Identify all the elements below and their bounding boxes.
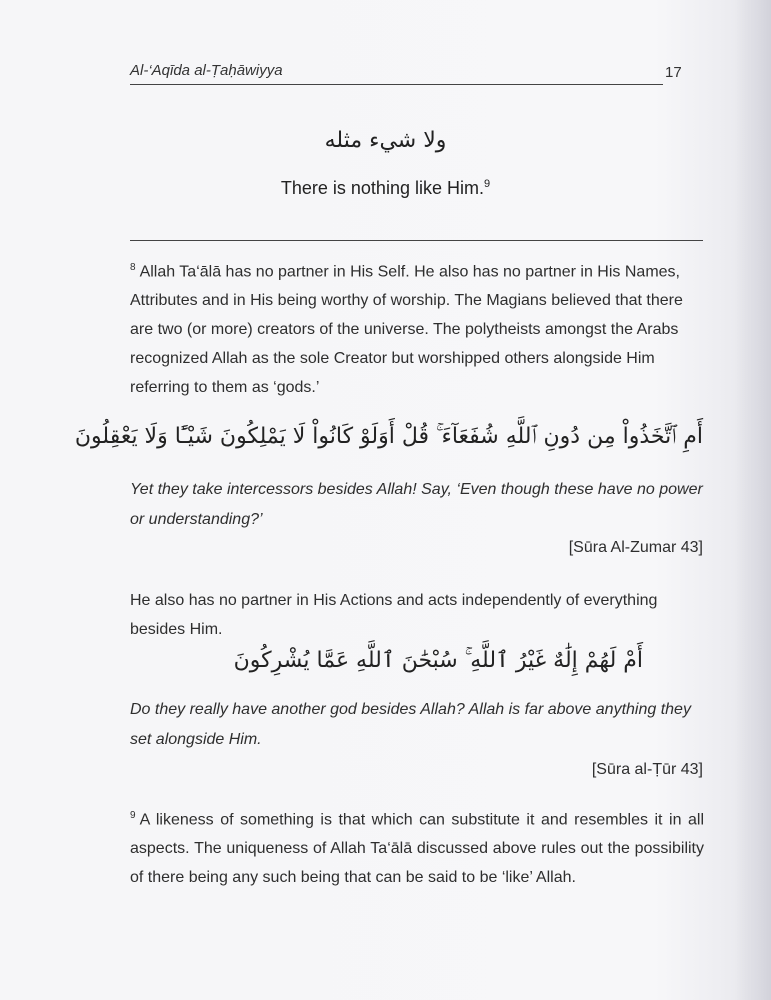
- page-number: 17: [665, 64, 682, 81]
- footnote-9-text: A likeness of something is that which can substitute it and resembles it in all aspects. The uniqueness of Allah Ta‘ālā discussed above rules out the possibility of there being any such being that can be said to be ‘like’ Allah.: [130, 811, 704, 887]
- arabic-creed-line: ولا شيء مثله: [324, 128, 447, 153]
- running-header-title: Al-‘Aqīda al-Ṭaḥāwiyya: [130, 62, 283, 79]
- quran-verse-zumar: أَمِ ٱتَّخَذُواْ مِن دُونِ ٱللَّهِ شُفَعَآءَ ۚ قُلْ أَوَلَوْ كَانُواْ لَا يَمْلِكُونَ شَيْـًٔا وَلَا يَعْقِلُونَ: [74, 424, 703, 449]
- footnote-reference-9: 9: [483, 178, 491, 190]
- footnote-8-marker: 8: [130, 262, 136, 273]
- quran-verse-tur: أَمْ لَهُمْ إِلَٰهٌ غَيْرُ ٱللَّهِ ۚ سُبْحَٰنَ ٱللَّهِ عَمَّا يُشْرِكُونَ: [233, 648, 643, 673]
- citation-tur: [Sūra al-Ṭūr 43]: [591, 761, 703, 778]
- verse-tur-translation: Do they really have another god besides Allah? Allah is far above anything they set alongside Him.: [130, 701, 691, 748]
- creed-translation-text: There is nothing like Him.: [280, 178, 484, 198]
- creed-translation: [0, 178, 771, 199]
- citation-zumar: [Sūra Al-Zumar 43]: [568, 539, 703, 556]
- actions-paragraph: He also has no partner in His Actions and acts independently of everything besides Him.: [130, 592, 658, 638]
- header-divider: [130, 84, 663, 85]
- footnote-divider: [130, 240, 703, 241]
- footnote-8-text: Allah Ta‘ālā has no partner in His Self. He also has no partner in His Names, Attributes and in His being worthy of worship. The Magians believed that there are two (or more) creators of the universe. The polytheists amongst the Arabs recognized Allah as the sole Creator but worshipped others alongside Him referring to them as ‘gods.’: [130, 263, 683, 397]
- footnote-9: [130, 801, 704, 892]
- footnote-8: [130, 253, 704, 402]
- footnote-9-marker: 9: [130, 810, 136, 821]
- verse-zumar-translation: Yet they take intercessors besides Allah! Say, ‘Even though these have no power or understanding?’: [130, 481, 703, 528]
